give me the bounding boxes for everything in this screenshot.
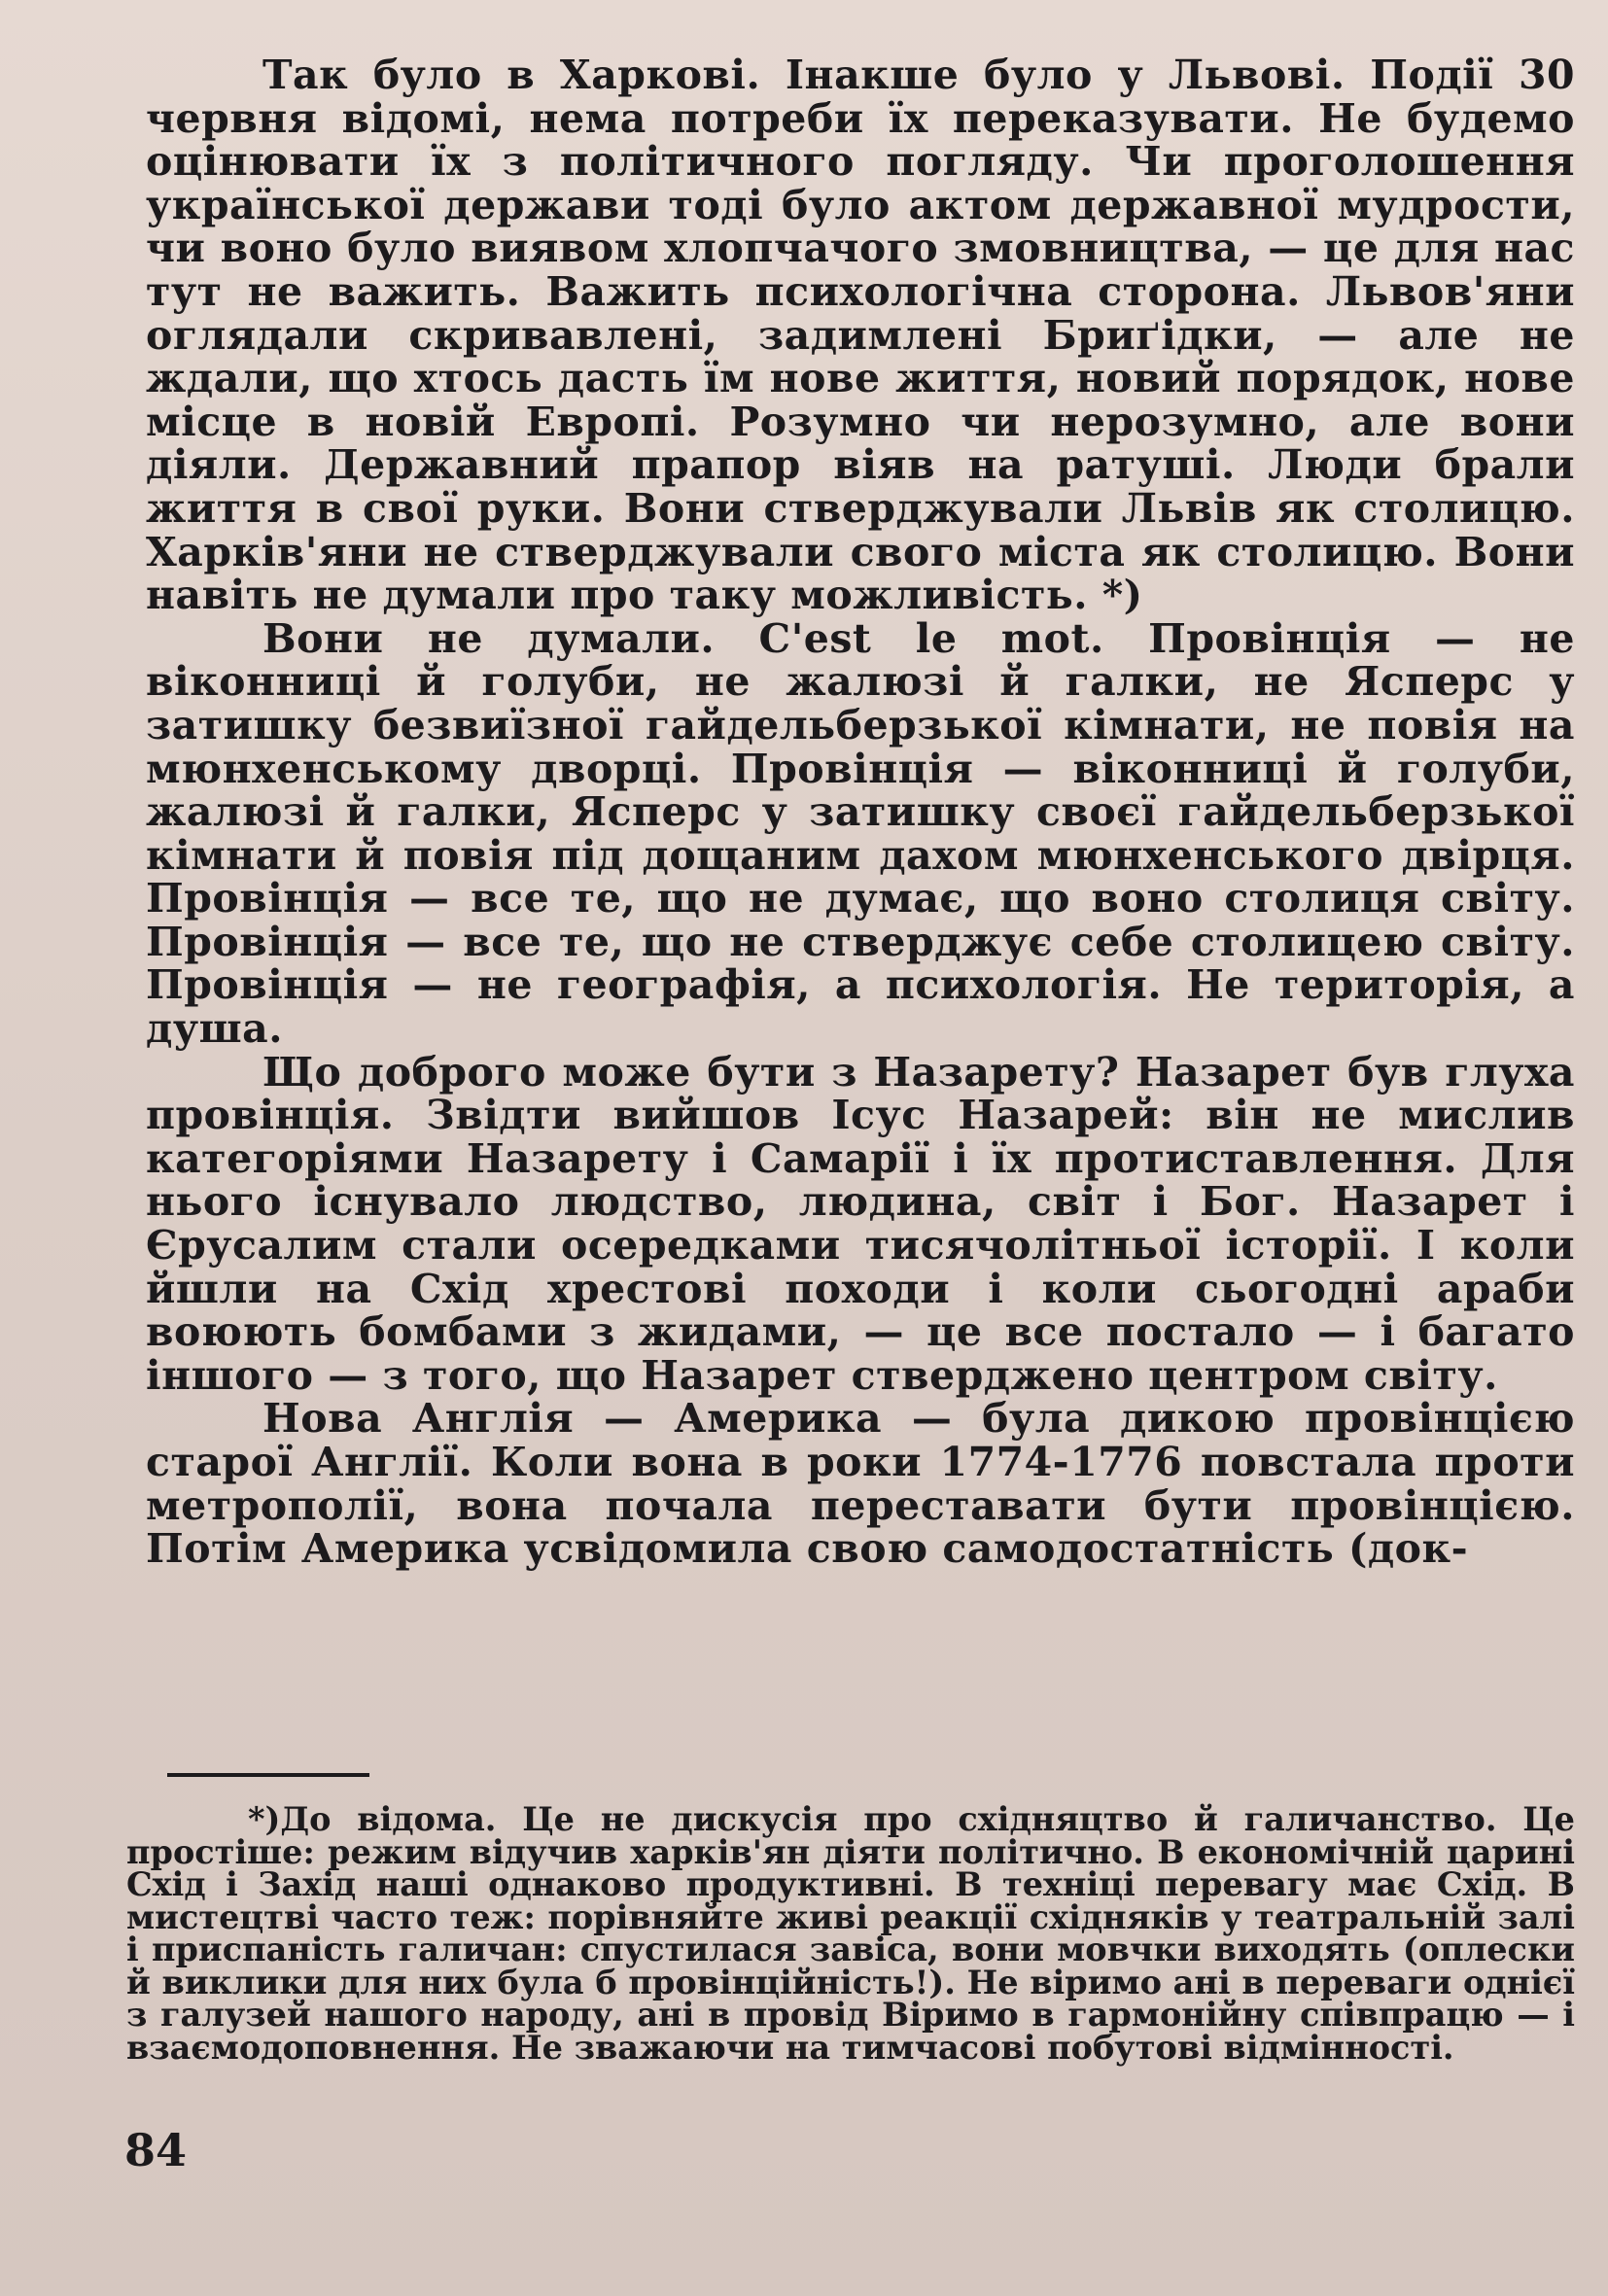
footnote-separator (167, 1773, 369, 1777)
main-text (146, 53, 1575, 1571)
page-number: 84 (124, 2124, 188, 2176)
paragraph-3: Що доброго може бути з Назарету? Назарет був глуха провінція. Звідти вийшов Ісус Назарей: він не мислив категоріями Назарету і Самарії і їх протиставлення. Для нього існувало людство, людина, світ і Бог. Назарет і Єрусалим стали осередками тисячолітньої історії. І коли йшли на Схід хрестові походи і коли сьогодні араби воюють бомбами з жидами, — це все постало — і багато іншого — з того, що Назарет стверджено центром світу. (146, 1048, 1575, 1399)
footnote: *)До відома. Це не дискусія про східняцтво й галичанство. Це простіше: режим відучив харків'ян діяти політично. В економічній царині Схід і Захід наші однаково продуктивні. В техніці перевагу має Схід. В мистецтві часто теж: порівняйте живі реакції східняків у театральній залі і приспаність галичан: спустилася завіса, вони мовчки виходять (оплески й виклики для них була б провінційність!). Не віримо ані в переваги однієї з галузей нашого народу, ані в провід Віримо в гармонійну співпрацю — і взаємодоповнення. Не зважаючи на тимчасові побутові відмінності. (126, 1800, 1575, 2067)
paragraph-4: Нова Англія — Америка — була дикою провінцією старої Англії. Коли вона в роки 1774-1776 повстала проти метрополії, вона почала переставати бути провінцією. Потім Америка усвідомила свою самодостатність (док- (146, 1395, 1575, 1573)
paragraph-1: Так було в Харкові. Інакше було у Львові. Події 30 червня відомі, нема потреби їх переказувати. Не будемо оцінювати їх з політичного погляду. Чи проголошення української держави тоді було актом державної мудрости, чи воно було виявом хлопчачого змовництва, — це для нас тут не важить. Важить психологічна сторона. Львов'яни оглядали скривавлені, задимлені Бриґідки, — але не ждали, що хтось дасть їм нове життя, новий порядок, нове місце в новій Европі. Розумно чи нерозумно, але вони діяли. Державний прапор віяв на ратуші. Люди брали життя в свої руки. Вони стверджували Львів як столицю. Харків'яни не стверджували свого міста як столицю. Вони навіть не думали про таку можливість. *) (146, 52, 1575, 619)
paragraph-2: Вони не думали. C'est le mot. Провінція — не віконниці й голуби, не жалюзі й галки, не Ясперс у затишку безвиїзної гайдельберзької кімнати, не повія на мюнхенському дворці. Провінція — віконниці й голуби, жалюзі й галки, Ясперс у затишку своєї гайдельберзької кімнати й повія під дощаним дахом мюнхенського двірця. Провінція — все те, що не думає, що воно столиця світу. Провінція — все те, що не стверджує себе столицею світу. Провінція — не географія, а психологія. Не територія, а душа. (146, 614, 1575, 1053)
